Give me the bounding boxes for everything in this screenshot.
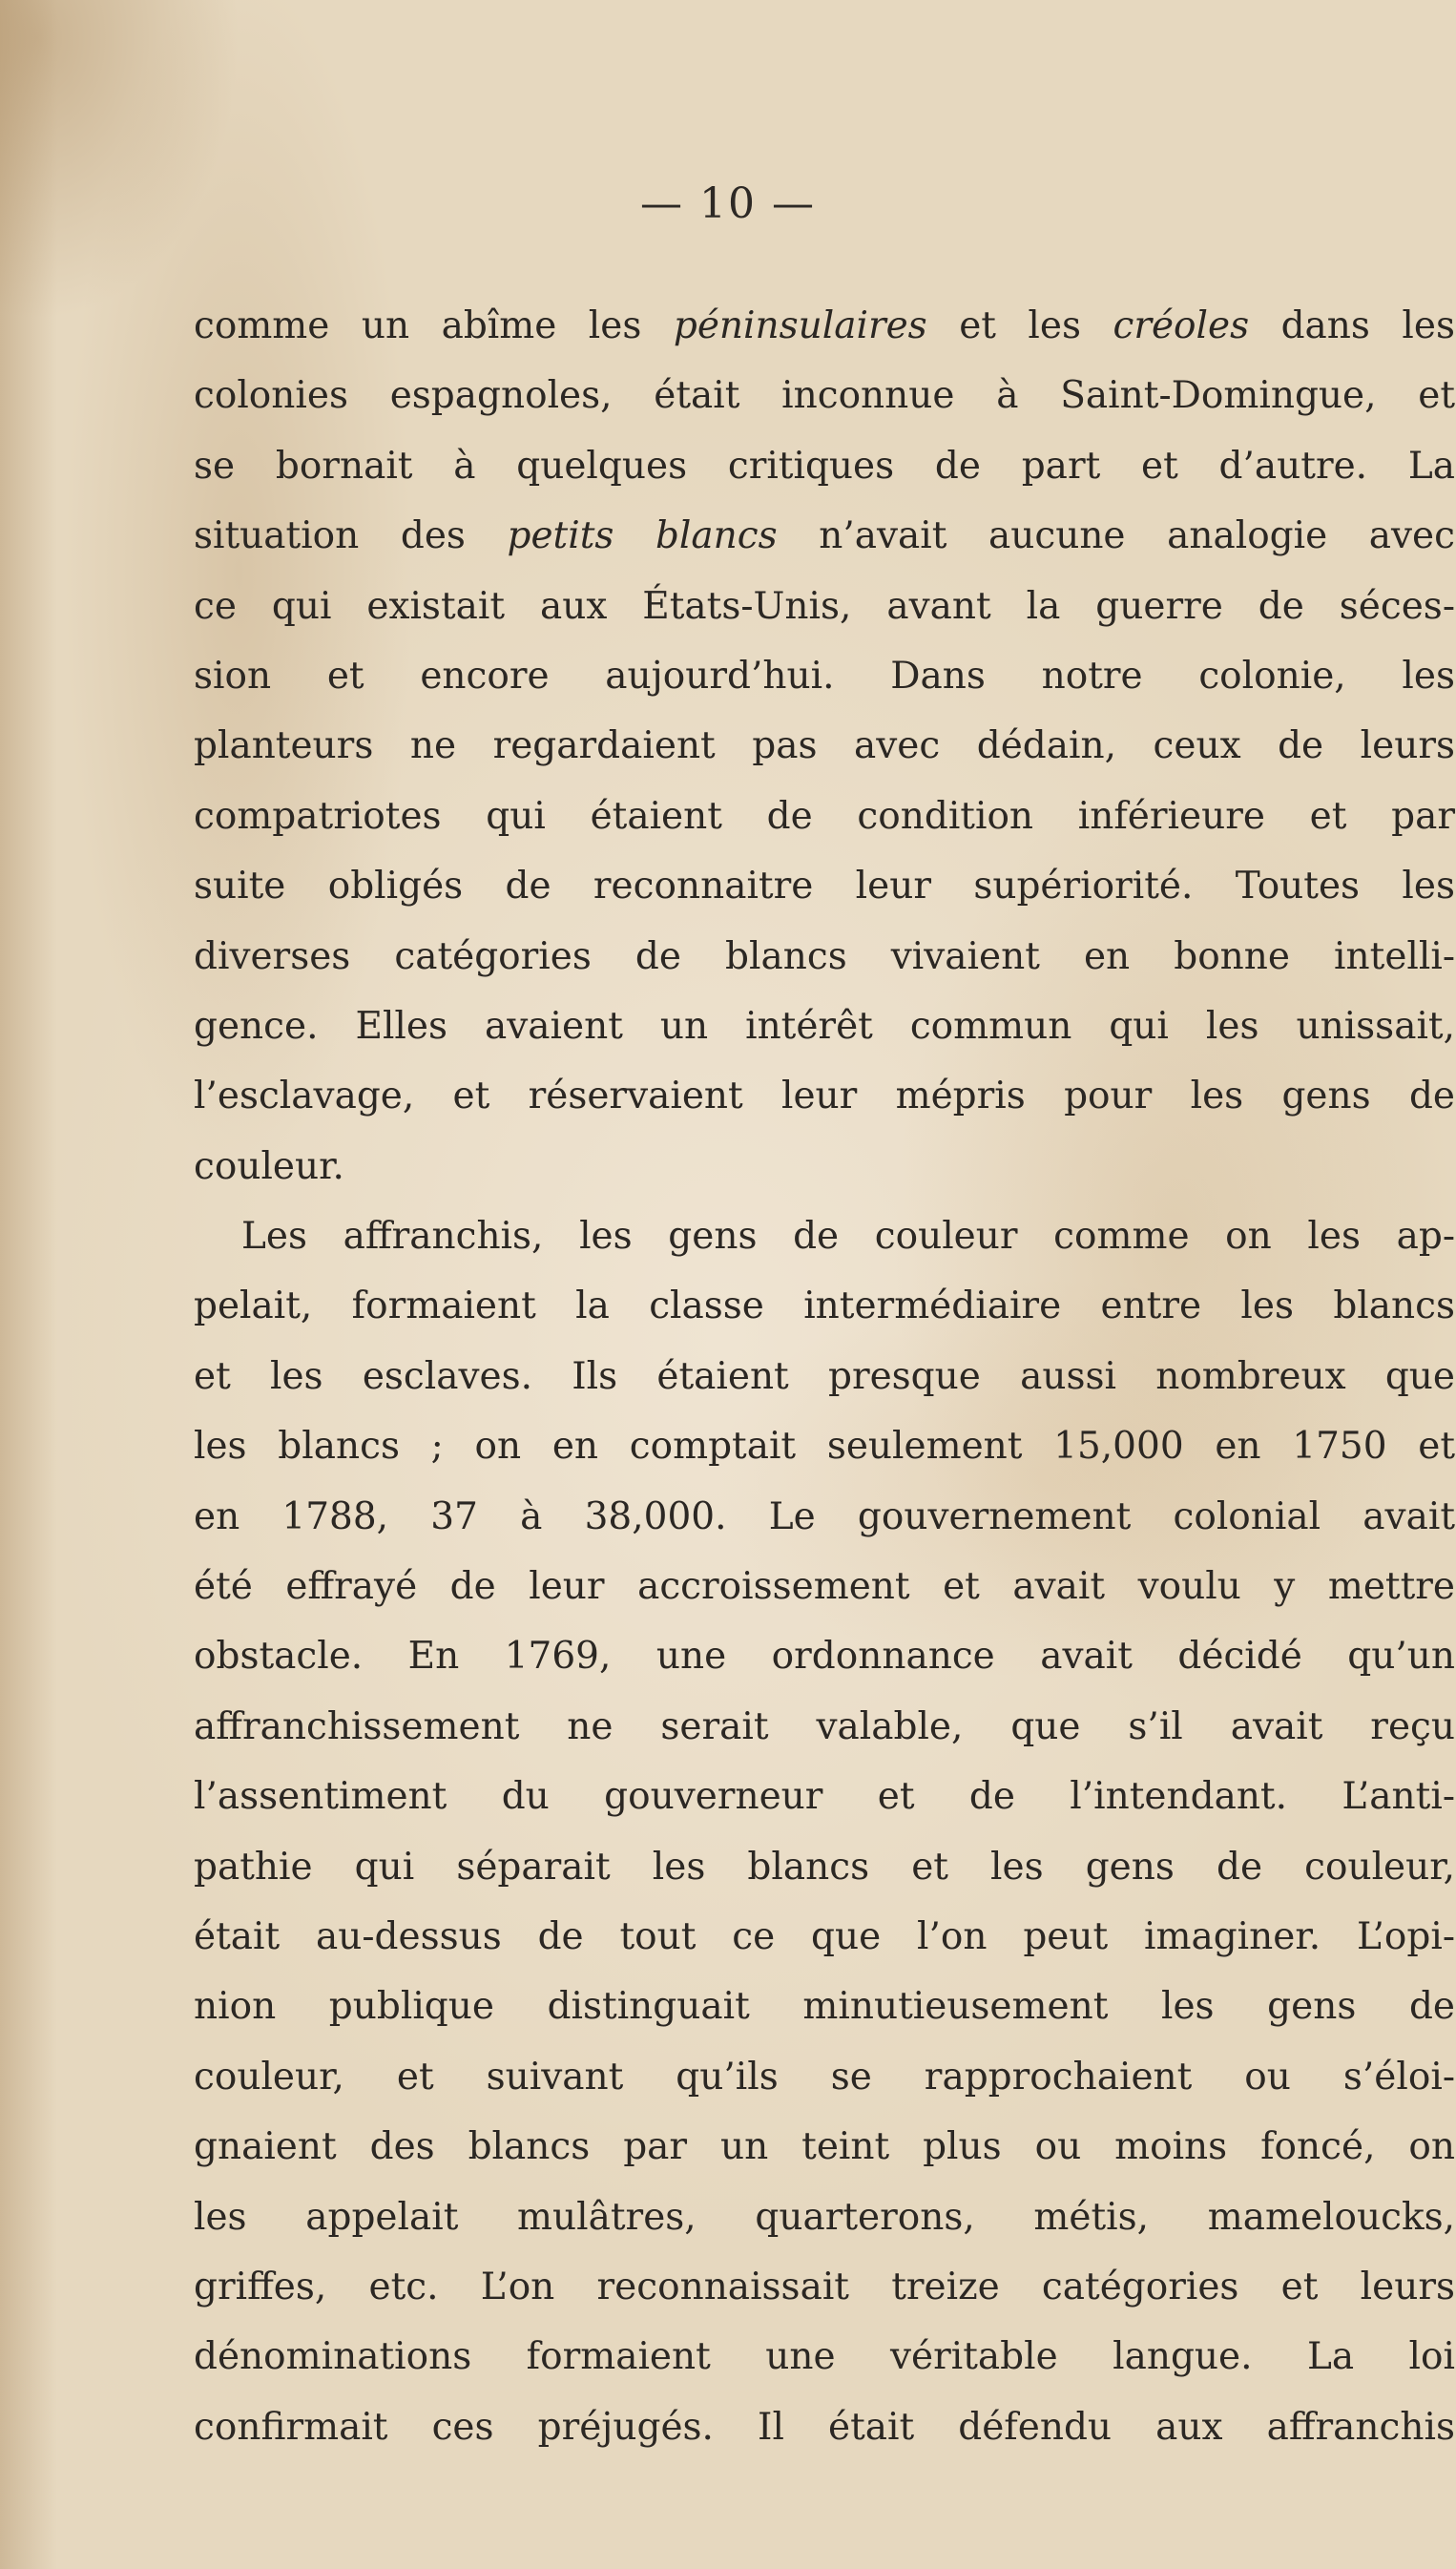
italic-term: péninsulaires <box>673 304 927 347</box>
text-run: l’esclavage, et réservaient leur mépris pour les gens de <box>194 1075 1455 1118</box>
text-line <box>194 1552 1455 1621</box>
text-line <box>194 1762 1455 1831</box>
text-line <box>194 922 1455 992</box>
text-run: gence. Elles avaient un intérêt commun qui les unissait, <box>194 1004 1455 1048</box>
text-run: colonies espagnoles, était inconnue à Saint-Domingue, et <box>194 374 1455 418</box>
text-line <box>194 1271 1455 1341</box>
text-run: n’avait aucune analogie avec <box>777 514 1455 558</box>
text-line <box>194 1411 1455 1481</box>
text-run: gnaient des blancs par un teint plus ou moins foncé, on <box>194 2125 1455 2169</box>
text-line <box>194 711 1455 781</box>
italic-term: petits blancs <box>507 514 778 558</box>
text-run: dénominations formaient une véritable langue. La loi <box>194 2335 1455 2379</box>
text-line <box>194 361 1455 430</box>
text-line <box>194 782 1455 851</box>
text-line <box>194 992 1455 1061</box>
text-line <box>194 1832 1455 1902</box>
text-line <box>194 1621 1455 1691</box>
text-run: obstacle. En 1769, une ordonnance avait décidé qu’un <box>194 1635 1455 1679</box>
text-run: et les esclaves. Ils étaient presque aussi nombreux que <box>194 1354 1455 1398</box>
text-run: Les affranchis, les gens de couleur comme on les ap- <box>241 1215 1455 1259</box>
text-line <box>194 1482 1455 1552</box>
text-run: pelait, formaient la classe intermédiaire entre les blancs <box>194 1284 1455 1328</box>
text-run: été effrayé de leur accroissement et avait voulu y mettre <box>194 1565 1455 1609</box>
text-run: dans les <box>1249 304 1455 347</box>
text-line <box>194 1061 1455 1131</box>
text-run: comme un abîme les <box>194 304 674 347</box>
text-run: était au-dessus de tout ce que l’on peut imaginer. L’opi- <box>194 1914 1455 1958</box>
text-line <box>194 1692 1455 1762</box>
text-run: situation des <box>194 514 508 558</box>
text-line <box>194 1972 1455 2041</box>
text-run: l’assentiment du gouverneur et de l’intendant. L’anti- <box>194 1775 1455 1819</box>
text-run: les appelait mulâtres, quarterons, métis, mameloucks, <box>194 2195 1455 2239</box>
text-line <box>194 572 1455 641</box>
text-line <box>194 431 1455 501</box>
text-line <box>194 1201 1455 1271</box>
text-run: les blancs ; on en comptait seulement 15,000 en 1750 et <box>194 1425 1455 1469</box>
text-line <box>194 291 1455 361</box>
text-line <box>194 2183 1455 2252</box>
text-line <box>194 1342 1455 1411</box>
text-line <box>194 2112 1455 2182</box>
text-run: affranchissement ne serait valable, que s’il avait reçu <box>194 1704 1455 1748</box>
text-line <box>194 2322 1455 2391</box>
text-line <box>194 501 1455 571</box>
text-line <box>194 851 1455 921</box>
text-run: nion publique distinguait minutieusement les gens de <box>194 1985 1455 2029</box>
text-line <box>194 641 1455 711</box>
text-run: couleur. <box>194 1144 344 1188</box>
text-run: griffes, etc. L’on reconnaissait treize catégories et leurs <box>194 2265 1455 2308</box>
text-run: planteurs ne regardaient pas avec dédain, ceux de leurs <box>194 724 1455 768</box>
text-run: ce qui existait aux États-Unis, avant la guerre de séces- <box>194 584 1455 628</box>
text-line <box>194 2042 1455 2112</box>
text-run: pathie qui séparait les blancs et les gens de couleur, <box>194 1845 1455 1889</box>
text-line <box>194 2392 1455 2462</box>
page-number: — 10 — <box>640 179 816 228</box>
text-run: se bornait à quelques critiques de part et d’autre. La <box>194 444 1455 488</box>
text-run: confirmait ces préjugés. Il était défendu aux affranchis <box>194 2405 1455 2449</box>
text-line <box>194 1132 1455 1201</box>
text-run: suite obligés de reconnaitre leur supériorité. Toutes les <box>194 865 1455 909</box>
text-run: diverses catégories de blancs vivaient en bonne intelli- <box>194 934 1455 978</box>
text-line <box>194 1902 1455 1972</box>
text-run: en 1788, 37 à 38,000. Le gouvernement colonial avait <box>194 1494 1455 1538</box>
page-stain <box>0 0 57 2569</box>
text-run: et les <box>926 304 1113 347</box>
italic-term: créoles <box>1113 304 1250 347</box>
body-text <box>194 291 1455 2462</box>
text-run: couleur, et suivant qu’ils se rapprochaient ou s’éloi- <box>194 2055 1455 2099</box>
text-run: sion et encore aujourd’hui. Dans notre colonie, les <box>194 654 1455 698</box>
text-run: compatriotes qui étaient de condition inférieure et par <box>194 794 1455 838</box>
text-line <box>194 2252 1455 2322</box>
